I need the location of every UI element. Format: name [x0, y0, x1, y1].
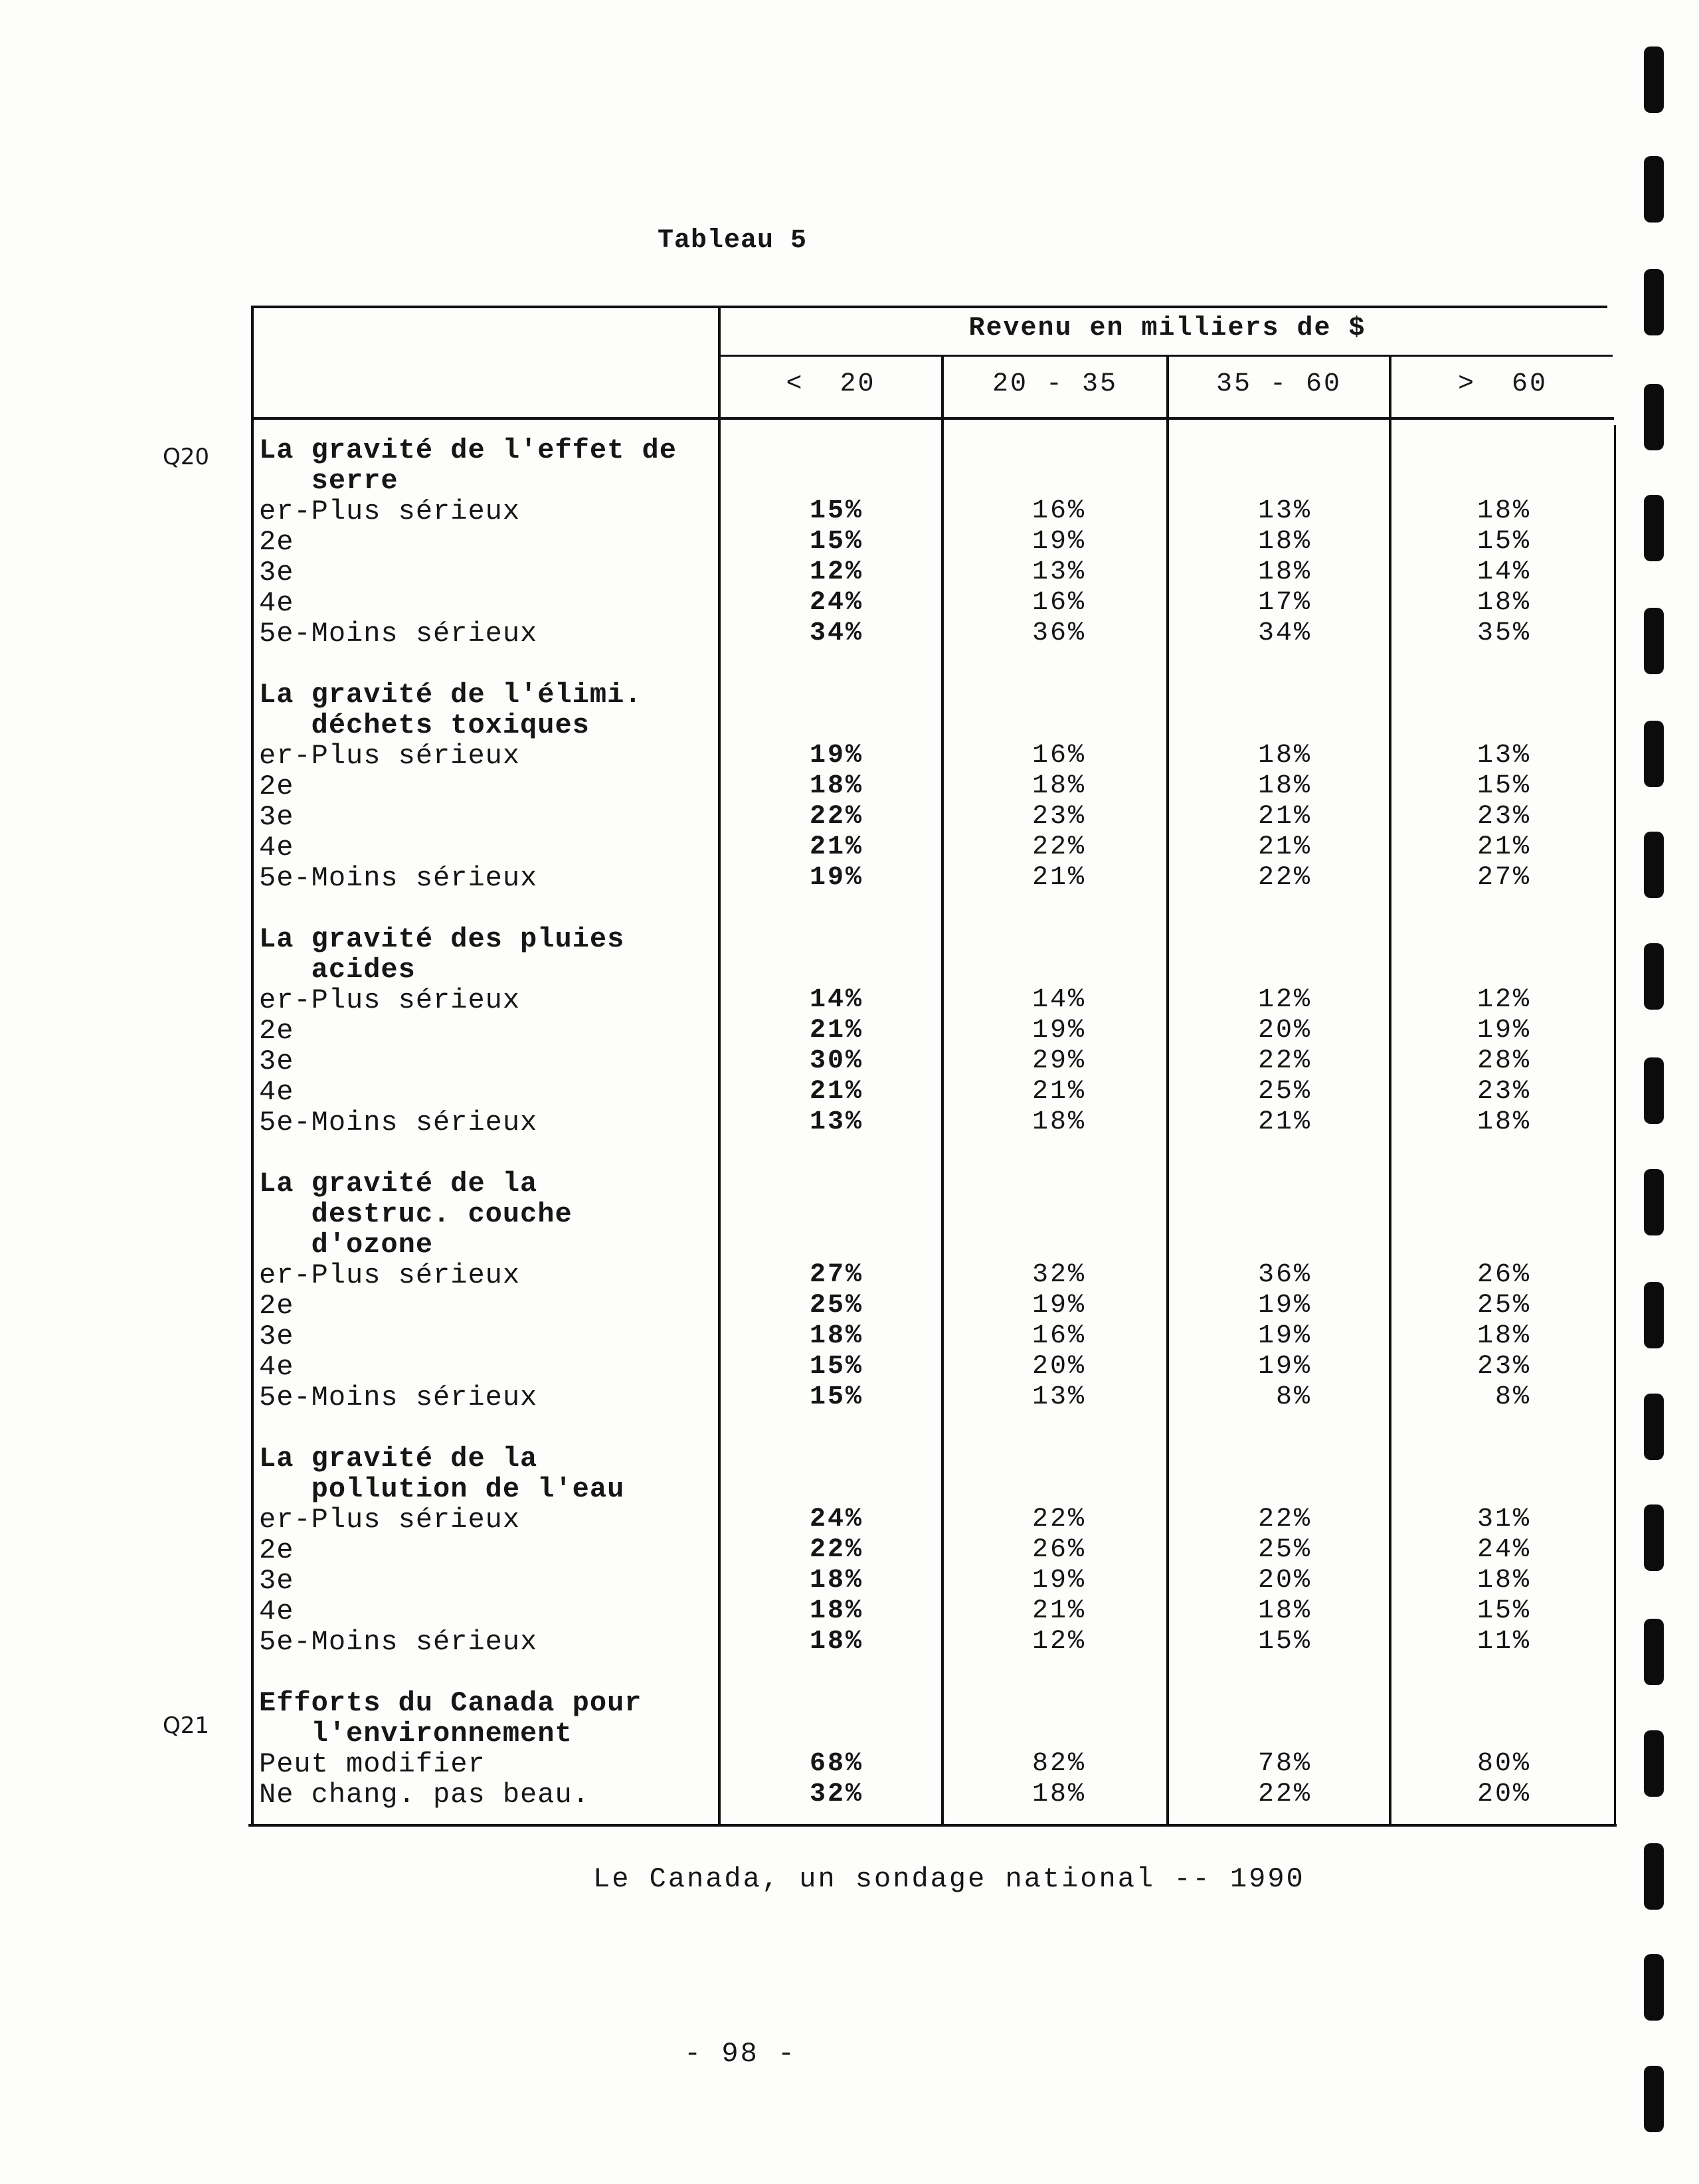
table-top-border: [252, 306, 1607, 308]
table-cell: 21%: [1031, 1596, 1086, 1626]
table-cell: 15%: [1476, 771, 1531, 801]
table-cell: 36%: [1257, 1260, 1312, 1290]
table-cell: 31%: [1476, 1504, 1531, 1534]
row-label: 5e-Moins sérieux: [259, 862, 538, 894]
table-left-border: [251, 306, 254, 1827]
table-cell: 21%: [1476, 832, 1531, 862]
row-label: Peut modifier: [259, 1748, 486, 1780]
table-cell: 18%: [1476, 1107, 1531, 1137]
table-cell: 12%: [1476, 985, 1531, 1015]
row-label: 5e-Moins sérieux: [259, 1382, 538, 1413]
table-cell: 15%: [1476, 527, 1531, 557]
table-cell: 26%: [1031, 1535, 1086, 1565]
table-cell: 12%: [1257, 985, 1312, 1015]
section-title-line: pollution de l'eau: [259, 1473, 625, 1505]
row-label: er-Plus sérieux: [259, 496, 521, 527]
table-right-border: [1614, 425, 1616, 1827]
income-group-header: Revenu en milliers de $: [968, 314, 1366, 343]
table-cell: 18%: [1257, 527, 1312, 557]
binding-hole: [1644, 1057, 1664, 1124]
table-cell: 30%: [809, 1046, 863, 1076]
table-cell: 18%: [809, 1596, 863, 1626]
table-cell: 21%: [1257, 832, 1312, 862]
table-cell: 19%: [1031, 527, 1086, 557]
table-cell: 18%: [1031, 771, 1086, 801]
section-title-line: La gravité des pluies: [259, 923, 625, 955]
table-cell: 19%: [809, 741, 863, 771]
table-cell: 18%: [809, 1627, 863, 1657]
row-label: 4e: [259, 1076, 294, 1108]
binding-hole: [1644, 156, 1664, 223]
table-cell: 21%: [809, 832, 863, 862]
column-header-3: 35 - 60: [1215, 369, 1342, 399]
table-cell: 15%: [809, 527, 863, 557]
table-cell: 19%: [1031, 1291, 1086, 1320]
table-cell: 19%: [1257, 1321, 1312, 1351]
table-cell: 13%: [1031, 1382, 1086, 1412]
table-cell: 24%: [1476, 1535, 1531, 1565]
table-cell: 23%: [1031, 802, 1086, 832]
binding-hole: [1644, 721, 1664, 787]
table-cell: 22%: [1257, 1504, 1312, 1534]
row-label: 2e: [259, 526, 294, 558]
table-cell: 21%: [1257, 1107, 1312, 1137]
row-label: er-Plus sérieux: [259, 984, 521, 1016]
table-title: Tableau 5: [658, 226, 808, 256]
table-cell: 68%: [809, 1749, 863, 1779]
section-title-line: déchets toxiques: [259, 709, 590, 741]
table-cell: 24%: [809, 588, 863, 618]
table-cell: 18%: [1476, 496, 1531, 526]
section-title-line: acides: [259, 954, 416, 986]
table-cell: 18%: [1257, 771, 1312, 801]
table-cell: 17%: [1257, 588, 1312, 618]
column-divider-1: [941, 356, 944, 1827]
row-label: 4e: [259, 832, 294, 864]
row-label: 3e: [259, 1565, 294, 1597]
section-title-line: La gravité de l'élimi.: [259, 679, 642, 711]
footer-caption: Le Canada, un sondage national -- 1990: [593, 1863, 1305, 1895]
row-label: Ne chang. pas beau.: [259, 1779, 590, 1811]
table-cell: 21%: [1257, 802, 1312, 832]
table-cell: 18%: [1476, 1321, 1531, 1351]
table-cell: 18%: [1257, 1596, 1312, 1626]
row-label: 3e: [259, 557, 294, 589]
table-cell: 22%: [1257, 1779, 1312, 1809]
row-label: 4e: [259, 1351, 294, 1383]
table-cell: 13%: [1476, 741, 1531, 771]
table-cell: 21%: [809, 1016, 863, 1046]
table-cell: 20%: [1257, 1566, 1312, 1595]
row-label: 2e: [259, 1290, 294, 1322]
section-title-line: serre: [259, 465, 399, 497]
table-cell: 16%: [1031, 1321, 1086, 1351]
table-cell: 13%: [809, 1107, 863, 1137]
table-cell: 22%: [1257, 863, 1312, 893]
binding-hole: [1644, 2066, 1664, 2132]
section-title-line: La gravité de la: [259, 1168, 538, 1200]
table-cell: 18%: [1476, 588, 1531, 618]
column-divider-2: [1166, 356, 1169, 1827]
table-bottom-border: [248, 1824, 1617, 1827]
section-title-line: destruc. couche: [259, 1198, 573, 1230]
table-cell: 25%: [1476, 1291, 1531, 1320]
table-cell: 18%: [1257, 557, 1312, 587]
table-cell: 15%: [1257, 1627, 1312, 1657]
row-label: 5e-Moins sérieux: [259, 618, 538, 650]
section-title-line: La gravité de la: [259, 1443, 538, 1475]
section-title-line: l'environnement: [259, 1718, 573, 1750]
table-cell: 27%: [809, 1260, 863, 1290]
column-header-1: < 20: [786, 369, 876, 399]
table-cell: 14%: [1476, 557, 1531, 587]
question-label-q20: Q20: [163, 444, 210, 470]
binding-hole: [1644, 1730, 1664, 1797]
table-cell: 12%: [1031, 1627, 1086, 1657]
table-cell: 82%: [1031, 1749, 1086, 1779]
binding-hole: [1644, 495, 1664, 561]
table-cell: 13%: [1031, 557, 1086, 587]
binding-hole: [1644, 1619, 1664, 1685]
binding-hole: [1644, 608, 1664, 674]
table-cell: 22%: [809, 802, 863, 832]
table-cell: 22%: [1257, 1046, 1312, 1076]
header-bottom-border: [252, 417, 1614, 420]
table-cell: 25%: [809, 1291, 863, 1320]
table-cell: 19%: [809, 863, 863, 893]
table-cell: 35%: [1476, 618, 1531, 648]
binding-hole: [1644, 832, 1664, 898]
table-cell: 15%: [809, 496, 863, 526]
binding-hole: [1644, 1504, 1664, 1571]
table-cell: 22%: [1031, 832, 1086, 862]
table-cell: 21%: [809, 1077, 863, 1107]
table-cell: 26%: [1476, 1260, 1531, 1290]
table-cell: 23%: [1476, 1352, 1531, 1382]
table-cell: 16%: [1031, 741, 1086, 771]
table-cell: 19%: [1257, 1352, 1312, 1382]
table-cell: 21%: [1031, 1077, 1086, 1107]
binding-hole: [1644, 1954, 1664, 2021]
table-cell: 24%: [809, 1504, 863, 1534]
binding-hole: [1644, 943, 1664, 1010]
table-cell: 18%: [809, 771, 863, 801]
table-cell: 8%: [1494, 1382, 1531, 1412]
table-cell: 18%: [809, 1321, 863, 1351]
row-label: er-Plus sérieux: [259, 1504, 521, 1536]
table-cell: 25%: [1257, 1077, 1312, 1107]
row-label: 3e: [259, 1320, 294, 1352]
page-number: - 98 -: [684, 2038, 797, 2070]
table-cell: 16%: [1031, 496, 1086, 526]
column-divider-label: [718, 306, 721, 1827]
row-label: 4e: [259, 587, 294, 619]
row-label: 5e-Moins sérieux: [259, 1626, 538, 1658]
table-cell: 15%: [809, 1382, 863, 1412]
column-header-4: > 60: [1457, 369, 1548, 399]
table-cell: 12%: [809, 557, 863, 587]
question-label-q21: Q21: [163, 1712, 210, 1739]
table-cell: 13%: [1257, 496, 1312, 526]
table-cell: 20%: [1257, 1016, 1312, 1046]
table-cell: 19%: [1031, 1016, 1086, 1046]
table-cell: 27%: [1476, 863, 1531, 893]
table-cell: 32%: [809, 1779, 863, 1809]
row-label: 2e: [259, 1015, 294, 1047]
table-cell: 15%: [809, 1352, 863, 1382]
section-title-line: Efforts du Canada pour: [259, 1687, 642, 1719]
section-title-line: d'ozone: [259, 1229, 434, 1261]
table-cell: 23%: [1476, 802, 1531, 832]
column-header-2: 20 - 35: [992, 369, 1118, 399]
row-label: 4e: [259, 1595, 294, 1627]
table-cell: 34%: [809, 618, 863, 648]
binding-hole: [1644, 1843, 1664, 1910]
table-cell: 29%: [1031, 1046, 1086, 1076]
table-cell: 20%: [1031, 1352, 1086, 1382]
table-cell: 18%: [1031, 1107, 1086, 1137]
table-cell: 18%: [1476, 1566, 1531, 1595]
table-cell: 19%: [1476, 1016, 1531, 1046]
table-cell: 78%: [1257, 1749, 1312, 1779]
table-cell: 18%: [1257, 741, 1312, 771]
table-cell: 19%: [1257, 1291, 1312, 1320]
binding-hole: [1644, 384, 1664, 450]
table-cell: 19%: [1031, 1566, 1086, 1595]
table-cell: 28%: [1476, 1046, 1531, 1076]
binding-hole: [1644, 1169, 1664, 1235]
table-cell: 34%: [1257, 618, 1312, 648]
binding-hole: [1644, 1282, 1664, 1348]
row-label: 3e: [259, 801, 294, 833]
row-label: 2e: [259, 771, 294, 802]
row-label: er-Plus sérieux: [259, 740, 521, 772]
table-cell: 32%: [1031, 1260, 1086, 1290]
table-cell: 18%: [1031, 1779, 1086, 1809]
row-label: 2e: [259, 1534, 294, 1566]
table-cell: 23%: [1476, 1077, 1531, 1107]
table-cell: 25%: [1257, 1535, 1312, 1565]
table-cell: 16%: [1031, 588, 1086, 618]
row-label: er-Plus sérieux: [259, 1259, 521, 1291]
table-cell: 20%: [1476, 1779, 1531, 1809]
table-cell: 18%: [809, 1566, 863, 1595]
table-cell: 14%: [809, 985, 863, 1015]
column-divider-3: [1389, 356, 1391, 1827]
table-cell: 8%: [1275, 1382, 1312, 1412]
table-cell: 11%: [1476, 1627, 1531, 1657]
section-title-line: La gravité de l'effet de: [259, 434, 677, 466]
row-label: 5e-Moins sérieux: [259, 1107, 538, 1138]
row-label: 3e: [259, 1046, 294, 1077]
table-cell: 15%: [1476, 1596, 1531, 1626]
table-cell: 80%: [1476, 1749, 1531, 1779]
binding-hole: [1644, 1394, 1664, 1460]
table-cell: 36%: [1031, 618, 1086, 648]
binding-hole: [1644, 46, 1664, 113]
table-cell: 14%: [1031, 985, 1086, 1015]
binding-hole: [1644, 269, 1664, 335]
table-cell: 22%: [809, 1535, 863, 1565]
table-cell: 22%: [1031, 1504, 1086, 1534]
table-cell: 21%: [1031, 863, 1086, 893]
